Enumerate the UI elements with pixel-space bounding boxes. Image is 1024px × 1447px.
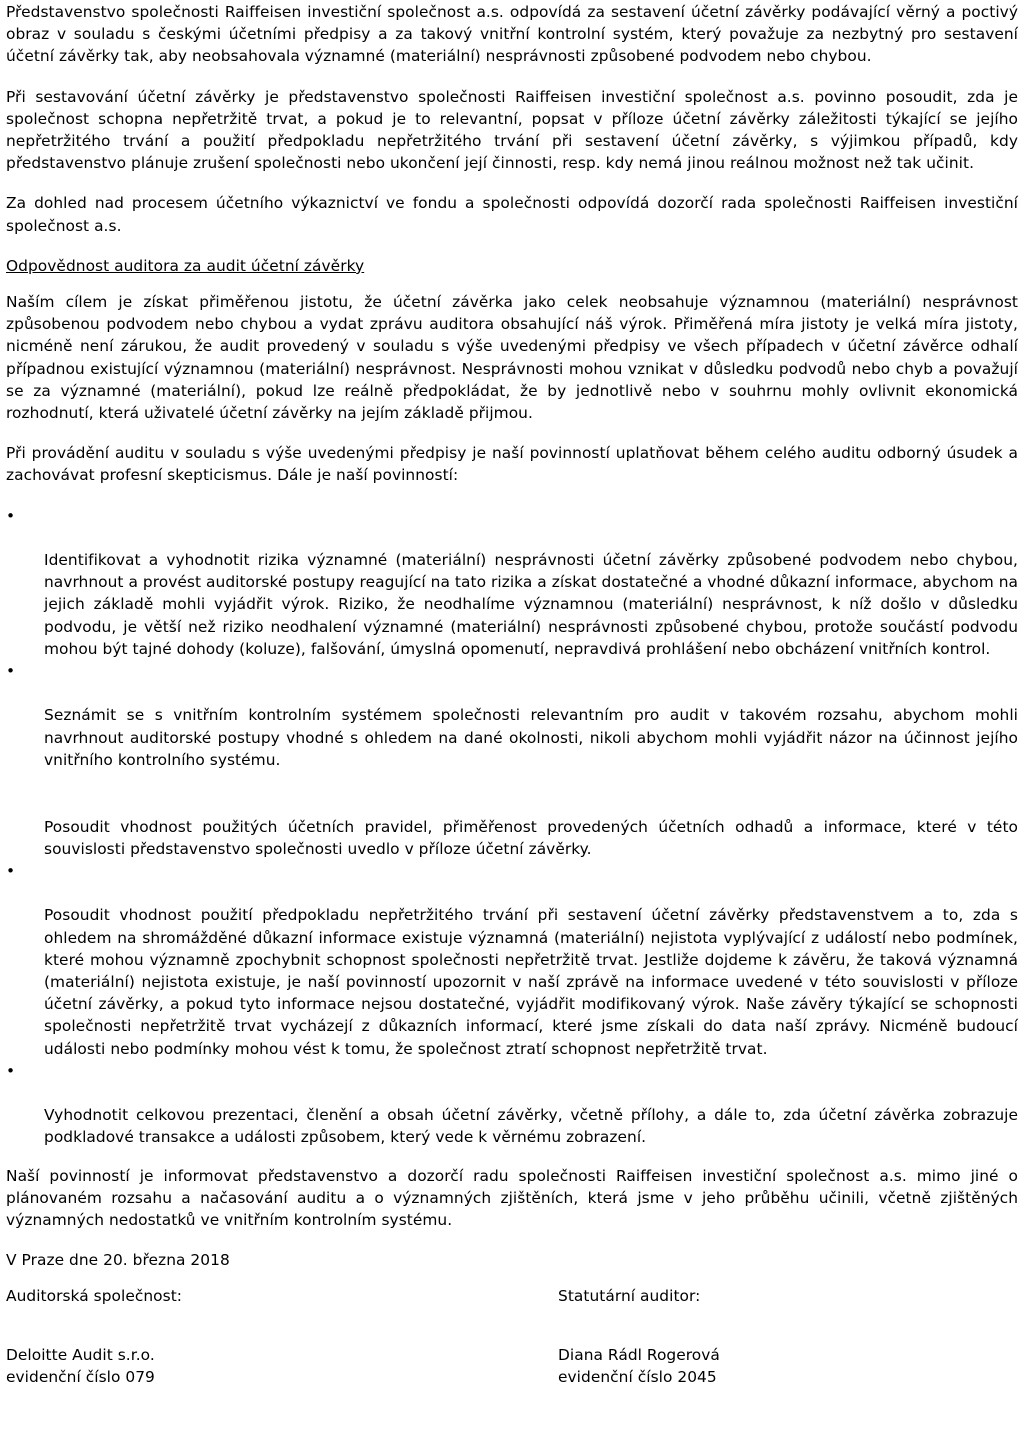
auditor-company-label: Auditorská společnost: xyxy=(6,1287,183,1306)
list-item xyxy=(6,860,1018,1060)
list-item-text: Identifikovat a vyhodnotit rizika významné (materiální) nesprávnosti účetní závěrky způsobené podvodem nebo chybou, navrhnout a provést auditorské postupy reagující na tato rizika a získat dostatečné a vhodné důkazní informace, abychom na jejich základě mohli vyjádřit výrok. Riziko, že neodhalíme významnou (materiální) nesprávnost, k níž došlo v důsledku podvodu, je větší než riziko neodhalení významné (materiální) nesprávnosti způsobené chybou, protože součástí podvodu mohou být tajné dohody (koluze), falšování, úmyslná opomenutí, nepravdivá prohlášení nebo obcházení vnitřních kontrol. xyxy=(44,551,1018,658)
list-item xyxy=(6,505,1018,660)
date-line: V Praze dne 20. března 2018 xyxy=(6,1251,230,1270)
audit-duties-list xyxy=(6,505,1018,1149)
auditor-company-block xyxy=(6,1344,558,1388)
list-item-text: Posoudit vhodnost použití předpokladu nepřetržitého trvání při sestavení účetní závěrky představenstvem a to, zda s ohledem na shromážděné důkazní informace existuje významná (materiální) nejistota vyplývající z událostí nebo podmínek, které mohou významně zpochybnit schopnost společnosti nepřetržitě trvat. Jestliže dojdeme k závěru, že taková významná (materiální) nejistota existuje, je naší povinností upozornit v naší zprávě na informace uvedené v této souvislosti v příloze účetní závěrky, a pokud tyto informace nejsou dostatečné, vyjádřit modifikovaný výrok. Naše závěry týkající se schopnosti společnosti nepřetržitě trvat vycházejí z důkazních informací, které jsme získali do data naší zprávy. Nicméně budoucí události nebo podmínky mohou vést k tomu, že společnost ztratí schopnost nepřetržitě trvat. xyxy=(44,906,1018,1058)
paragraph-supervisory-board: Za dohled nad procesem účetního výkaznictví ve fondu a společnosti odpovídá dozorčí rada společnosti Raiffeisen investiční společnost a.s. xyxy=(6,194,1018,235)
paragraph-board-responsibility: Představenstvo společnosti Raiffeisen investiční společnost a.s. odpovídá za sestavení účetní závěrky podávající věrný a poctivý obraz v souladu s českými účetními předpisy a za takový vnitřní kontrolní systém, který považuje za nezbytný pro sestavení účetní závěrky tak, aby neobsahovala významné (materiální) nesprávnosti způsobené podvodem nebo chybou. xyxy=(6,3,1018,66)
signature-names-row xyxy=(6,1344,1018,1388)
statutory-auditor-name: Diana Rádl Rogerová xyxy=(558,1345,720,1364)
bullet-icon: • xyxy=(6,662,16,681)
statutory-auditor-label: Statutární auditor: xyxy=(558,1287,701,1306)
statutory-auditor-number: evidenční číslo 2045 xyxy=(558,1367,717,1386)
list-item-text: Seznámit se s vnitřním kontrolním systémem společnosti relevantním pro audit v takovém rozsahu, abychom mohli navrhnout auditorské postupy vhodné s ohledem na dané okolnosti, nikoli abychom mohli vyjádřit názor na účinnost jejího vnitřního kontrolního systému. xyxy=(44,706,1018,769)
list-item-text: Posoudit vhodnost použitých účetních pravidel, přiměřenost provedených účetních odhadů a informace, které v této souvislosti představenstvo společnosti uvedlo v příloze účetní závěrky. xyxy=(44,817,1018,858)
list-item xyxy=(6,1060,1018,1149)
auditor-company-name: Deloitte Audit s.r.o. xyxy=(6,1345,155,1364)
list-item xyxy=(6,771,1018,860)
paragraph-communication-duty: Naší povinností je informovat představenstvo a dozorčí radu společnosti Raiffeisen investiční společnost a.s. mimo jiné o plánovaném rozsahu a načasování auditu a o významných zjištěních, která jsme v jeho průběhu učinili, včetně zjištěných významných nedostatků ve vnitřním kontrolním systému. xyxy=(6,1166,1018,1229)
signature-labels-row xyxy=(6,1285,1018,1307)
paragraph-audit-duties-intro: Při provádění auditu v souladu s výše uvedenými předpisy je naší povinností uplatňovat během celého auditu odborný úsudek a zachovávat profesní skepticismus. Dále je naší povinností: xyxy=(6,444,1018,485)
paragraph-audit-objective: Naším cílem je získat přiměřenou jistotu, že účetní závěrka jako celek neobsahuje významnou (materiální) nesprávnost způsobenou podvodem nebo chybou a vydat zprávu auditora obsahující náš výrok. Přiměřená míra jistoty je velká míra jistoty, nicméně není zárukou, že audit provedený v souladu s výše uvedenými předpisy ve všech případech v účetní závěrce odhalí případnou existující významnou (materiální) nesprávnost. Nesprávnosti mohou vznikat v důsledku podvodů nebo chyb a považují se za významné (materiální), pokud lze reálně předpokládat, že by jednotlivě nebo v souhrnu mohly ovlivnit ekonomická rozhodnutí, která uživatelé účetní závěrky na jejím základě přijmou. xyxy=(6,293,1018,423)
bullet-icon: • xyxy=(6,1061,16,1080)
section-heading-auditor-responsibility: Odpovědnost auditora za audit účetní závěrky xyxy=(6,256,365,275)
paragraph-going-concern: Při sestavování účetní závěrky je představenstvo společnosti Raiffeisen investiční společnost a.s. povinno posoudit, zda je společnost schopna nepřetržitě trvat, a pokud je to relevantní, popsat v příloze účetní závěrky záležitosti týkající se jejího nepřetržitého trvání a použití předpokladu nepřetržitého trvání při sestavení účetní závěrky, s výjimkou případů, kdy představenstvo plánuje zrušení společnosti nebo ukončení její činnosti, resp. kdy nemá jinou reálnou možnost než tak učinit. xyxy=(6,87,1018,173)
list-item xyxy=(6,660,1018,771)
bullet-icon: • xyxy=(6,861,16,880)
bullet-icon: • xyxy=(6,506,16,525)
statutory-auditor-block xyxy=(558,1344,1018,1388)
auditor-company-number: evidenční číslo 079 xyxy=(6,1367,155,1386)
list-item-text: Vyhodnotit celkovou prezentaci, členění a obsah účetní závěrky, včetně přílohy, a dále to, zda účetní závěrka zobrazuje podkladové transakce a události způsobem, který vede k věrnému zobrazení. xyxy=(44,1106,1018,1147)
